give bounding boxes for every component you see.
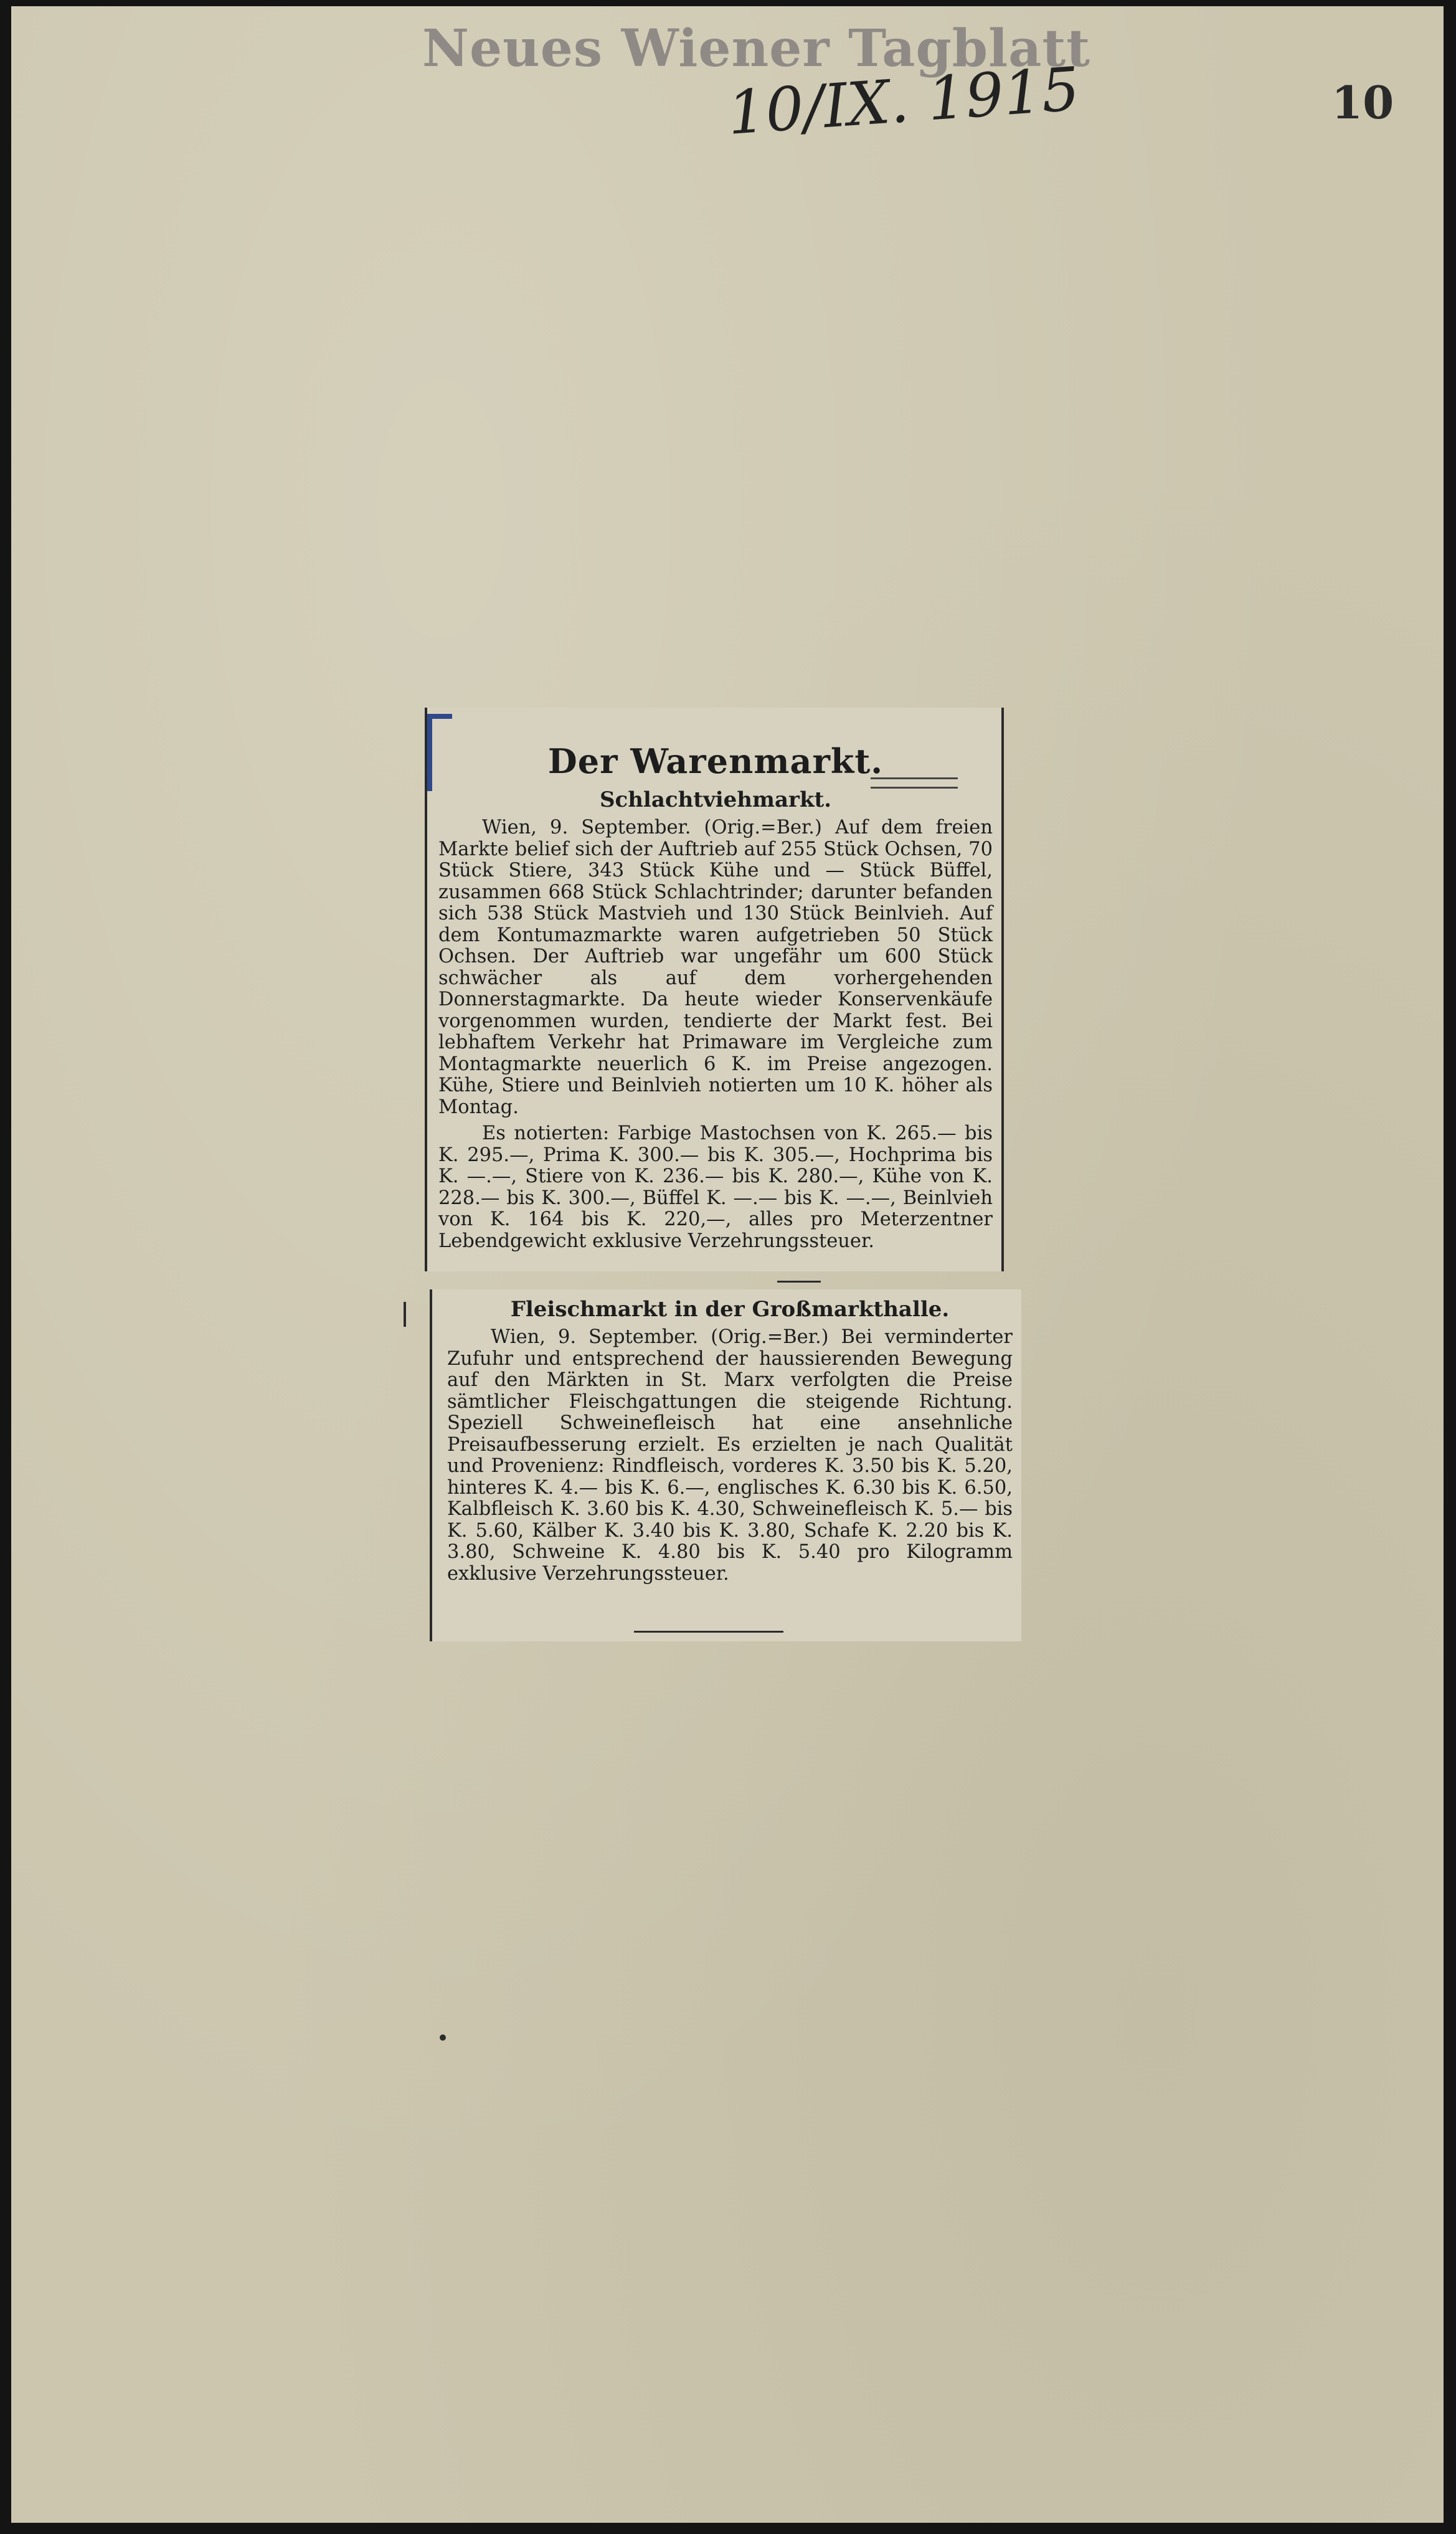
paper-speck	[440, 2034, 446, 2041]
article-title: Der Warenmarkt.	[547, 741, 884, 781]
newspaper-stamp: Neues Wiener Tagblatt	[422, 19, 1091, 78]
margin-mark	[404, 1302, 406, 1327]
separator-rule	[777, 1281, 821, 1283]
article-paragraph: Wien, 9. September. (Orig.=Ber.) Auf dem freien Markte belief sich der Auftrieb auf 255 Stück Ochsen, 70 Stück Stiere, 343 Stück Kühe und — Stück Büffel, zusammen 668 Stück Schlachtrinder; darunter befanden sich 538 Stück Mastvieh und 130 Stück Beinlvieh. Auf dem Kontumazmarkte waren aufgetrieben 50 Stück Ochsen. Der Auftrieb war ungefähr um 600 Stück schwächer als auf dem vorhergehenden Donnerstagmarkte. Da heute wieder Konservenkäufe vorgenommen wurden, tendierte der Markt fest. Bei lebhaftem Verkehr hat Primaware im Vergleiche zum Montagmarkte neuerlich 6 K. im Preise angezogen. Kühe, Stiere und Beinlvieh notierten um 10 K. höher als Montag.	[438, 817, 993, 1118]
article-subtitle: Fleischmarkt in der Großmarkthalle.	[510, 1297, 950, 1322]
clipping-fleischmarkt	[430, 1289, 1021, 1641]
page-number: 10	[1331, 76, 1394, 129]
archive-sheet	[11, 6, 1444, 2523]
blue-pencil-mark	[427, 714, 452, 791]
article-paragraph: Wien, 9. September. (Orig.=Ber.) Bei verminderter Zufuhr und entsprechend der haussierenden Bewegung auf den Märkten in St. Marx verfolgten die Preise sämtlicher Fleischgattungen die steigende Richtung. Speziell Schweinefleisch hat eine ansehnliche Preisaufbesserung erzielt. Es erzielten je nach Qualität und Provenienz: Rindfleisch, vorderes K. 3.50 bis K. 5.20, hinteres K. 4.— bis K. 6.—, englisches K. 6.30 bis K. 6.50, Kalbfleisch K. 3.60 bis K. 4.30, Schweinefleisch K. 5.— bis K. 5.60, Kälber K. 3.40 bis K. 3.80, Schafe K. 2.20 bis K. 3.80, Schweine K. 4.80 bis K. 5.40 pro Kilogramm exklusive Verzehrungssteuer.	[447, 1326, 1013, 1585]
handwritten-date: 10/IX. 1915	[725, 54, 1082, 148]
article-subtitle: Schlachtviehmarkt.	[599, 787, 832, 812]
separator-rule	[634, 1631, 783, 1633]
article-paragraph: Es notierten: Farbige Mastochsen von K. 265.— bis K. 295.—, Prima K. 300.— bis K. 305.—, Hochprima bis K. —.—, Stiere von K. 236.— bis K. 280.—, Kühe von K. 228.— bis K. 300.—, Büffel K. —.— bis K. —.—, Beinlvieh von K. 164 bis K. 220,—, alles pro Meterzentner Lebendgewicht exklusive Verzehrungssteuer.	[438, 1122, 993, 1252]
ornament-divider	[871, 777, 958, 789]
clipping-warenmarkt	[425, 708, 1004, 1271]
